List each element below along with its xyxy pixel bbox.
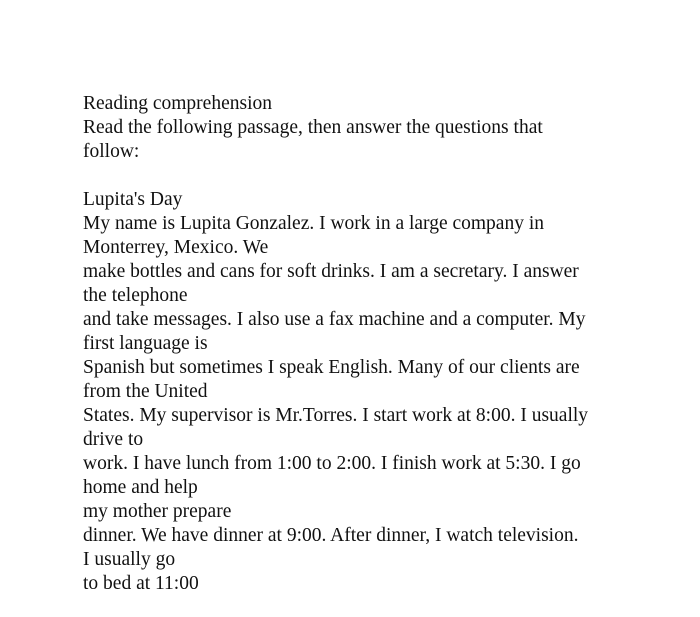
passage-line: first language is [83,333,208,354]
passage-line: dinner. We have dinner at 9:00. After dinner, I watch television. [83,525,579,546]
heading: Reading comprehension [83,93,272,114]
passage-line: My name is Lupita Gonzalez. I work in a large company in [83,213,545,234]
passage-line: the telephone [83,285,188,306]
passage-line: home and help [83,477,198,498]
passage-title: Lupita's Day [83,189,183,210]
passage-line: States. My supervisor is Mr.Torres. I start work at 8:00. I usually [83,405,589,426]
passage-line: from the United [83,381,208,402]
passage-body [83,212,588,596]
passage-line: Monterrey, Mexico. We [83,237,269,258]
passage-line: and take messages. I also use a fax machine and a computer. My [83,309,586,330]
passage-line: Spanish but sometimes I speak English. Many of our clients are [83,357,580,378]
passage-line: work. I have lunch from 1:00 to 2:00. I finish work at 5:30. I go [83,453,581,474]
passage-line: my mother prepare [83,501,232,522]
document [83,92,588,596]
instruction-line: follow: [83,141,140,162]
instruction-line: Read the following passage, then answer the questions that [83,117,543,138]
passage-line: I usually go [83,549,176,570]
passage-line: to bed at 11:00 [83,573,199,594]
passage-line: make bottles and cans for soft drinks. I am a secretary. I answer [83,261,579,282]
passage-line: drive to [83,429,144,450]
blank-line [83,164,588,188]
